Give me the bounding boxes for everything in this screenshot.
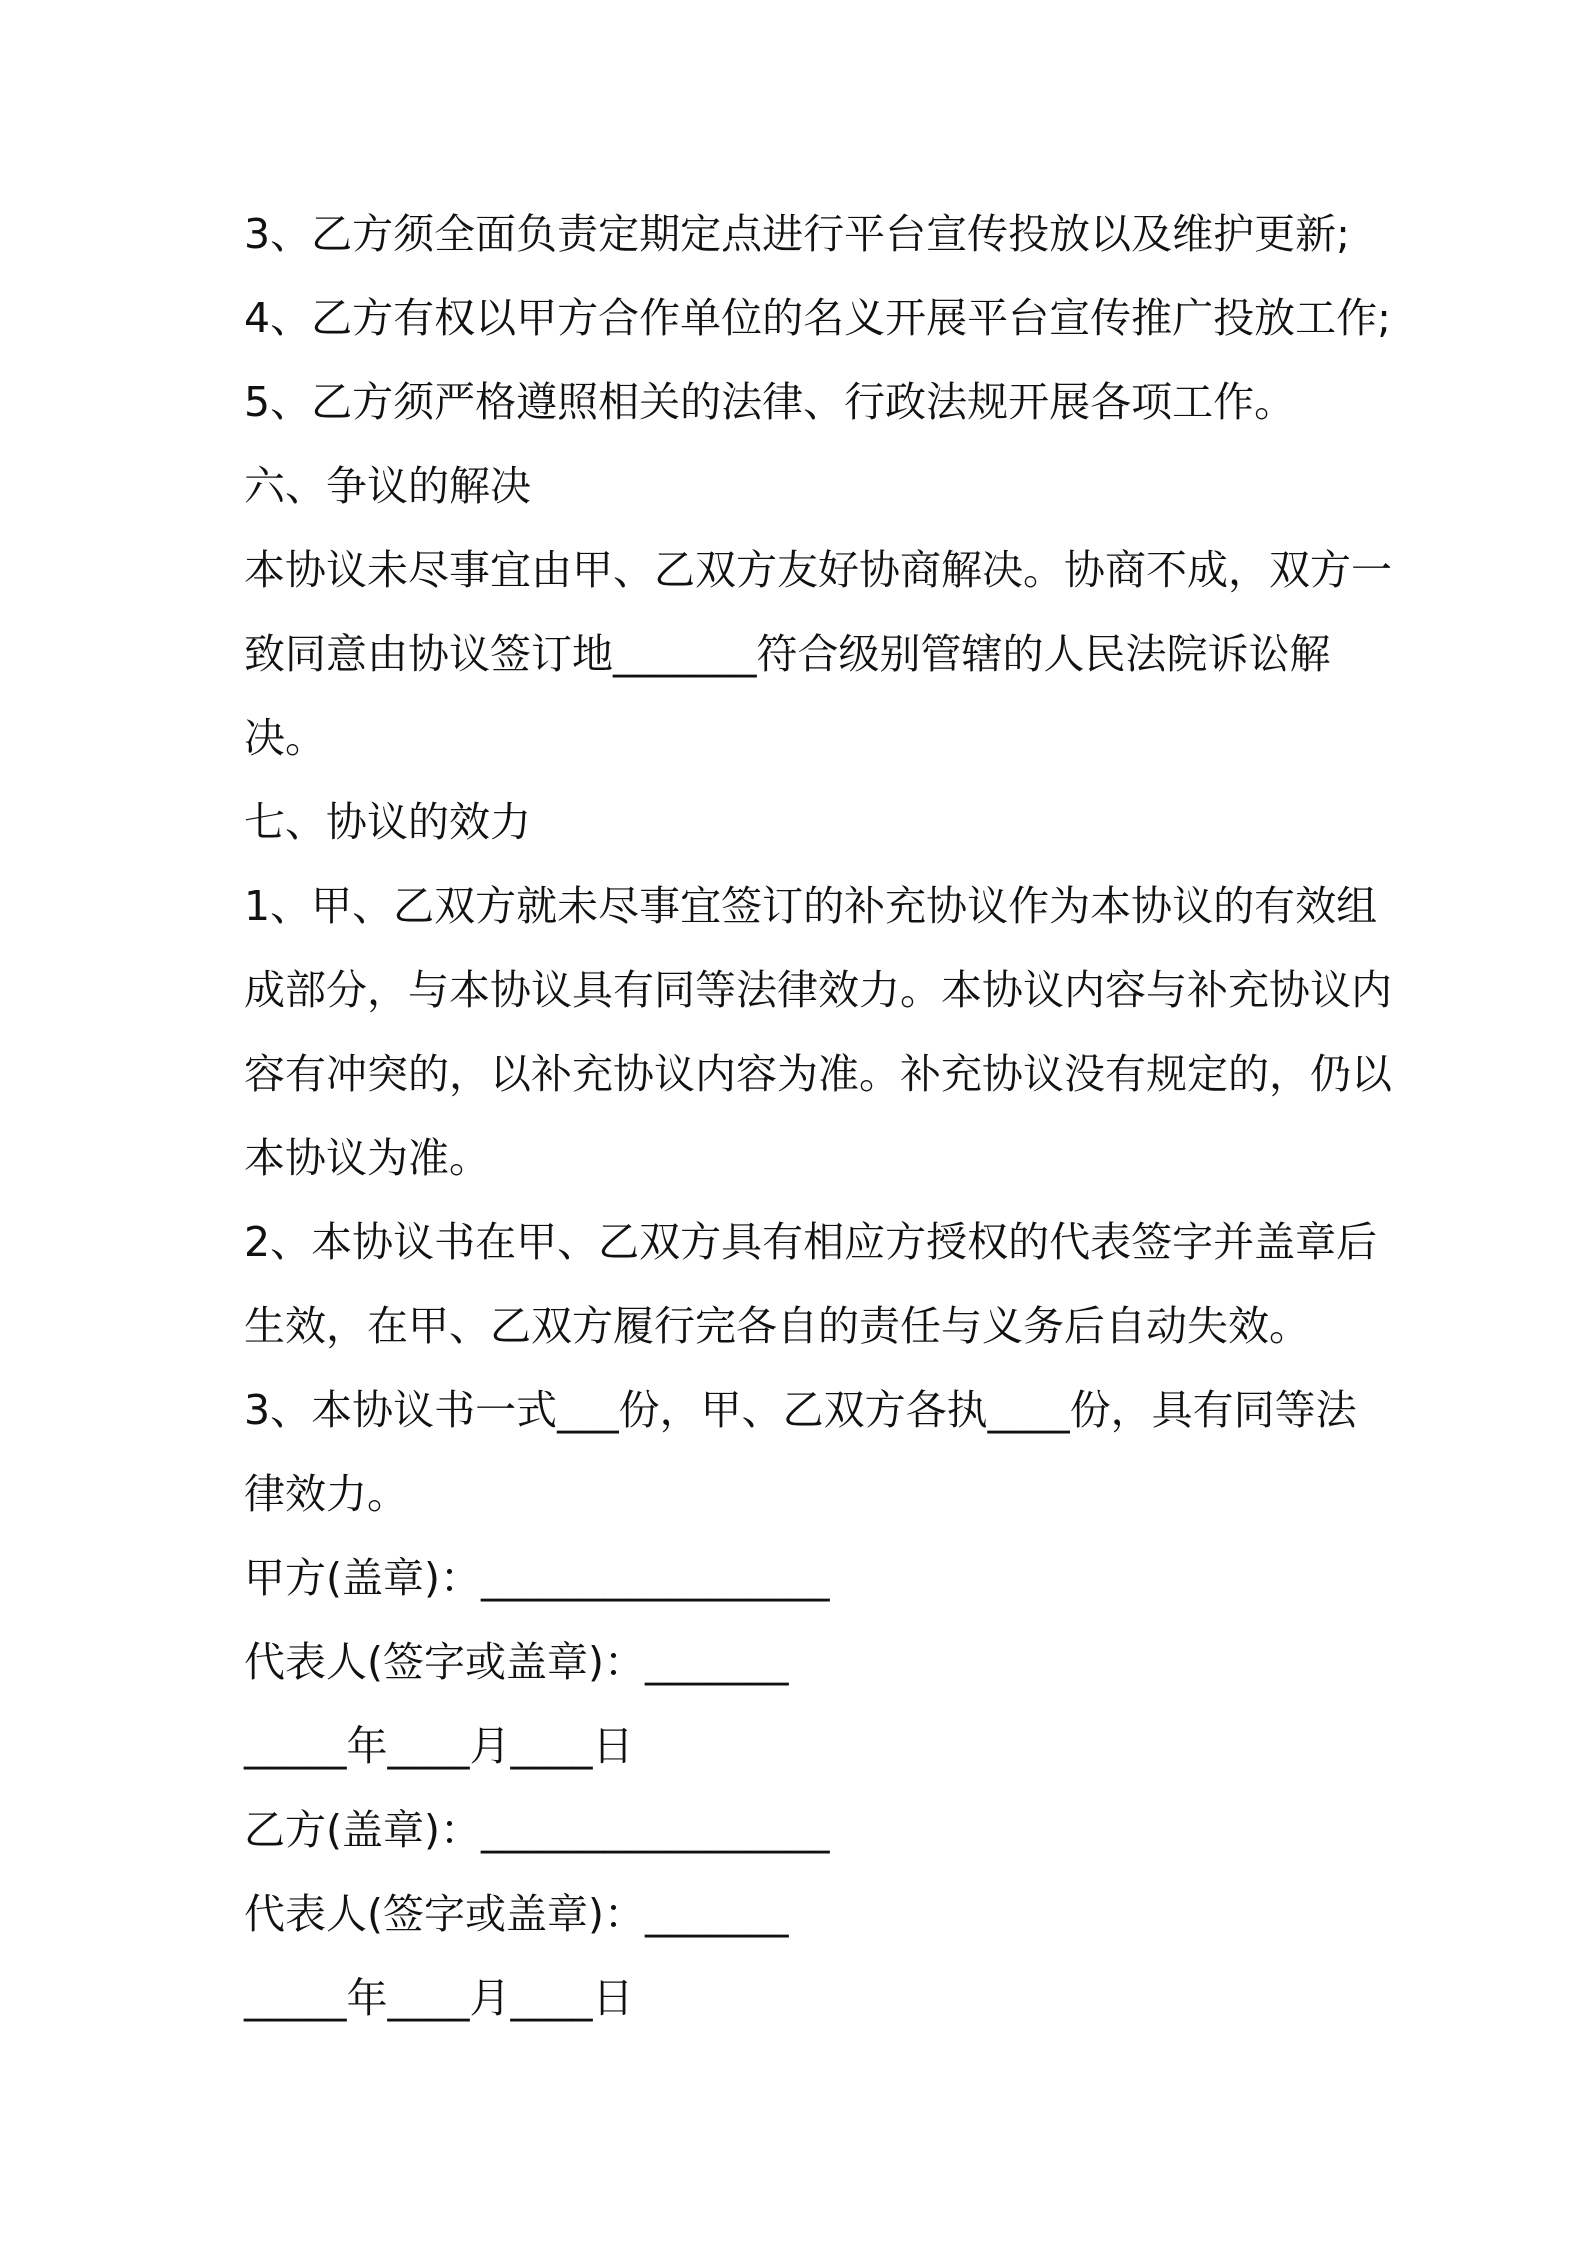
dispute-text-line: 决。 (244, 714, 326, 762)
clause-4-line: 4、乙方有权以甲方合作单位的名义开展平台宣传推广投放工作; (244, 294, 1391, 342)
effect-clause-1-line: 成部分，与本协议具有同等法律效力。本协议内容与补充协议内 (244, 966, 1392, 1014)
dispute-text-line: 致同意由协议签订地_______符合级别管辖的人民法院诉讼解 (244, 630, 1331, 678)
effect-clause-3-line: 律效力。 (244, 1470, 408, 1518)
party-b-seal-line: 乙方(盖章)：_________________ (244, 1806, 830, 1854)
party-b-representative-line: 代表人(签字或盖章)：_______ (244, 1890, 789, 1938)
effect-clause-3-line: 3、本协议书一式___份，甲、乙双方各执____份，具有同等法 (244, 1386, 1357, 1434)
effect-clause-1-line: 1、甲、乙双方就未尽事宜签订的补充协议作为本协议的有效组 (244, 882, 1378, 930)
section-heading-dispute: 六、争议的解决 (244, 462, 531, 510)
effect-clause-1-line: 本协议为准。 (244, 1134, 490, 1182)
section-heading-effect: 七、协议的效力 (244, 798, 531, 846)
dispute-text-line: 本协议未尽事宜由甲、乙双方友好协商解决。协商不成，双方一 (244, 546, 1392, 594)
party-a-date-line: _____年____月____日 (244, 1722, 634, 1770)
effect-clause-2-line: 生效，在甲、乙双方履行完各自的责任与义务后自动失效。 (244, 1302, 1310, 1350)
document-body (244, 192, 1392, 2040)
clause-5-line: 5、乙方须严格遵照相关的法律、行政法规开展各项工作。 (244, 378, 1296, 426)
effect-clause-1-line: 容有冲突的，以补充协议内容为准。补充协议没有规定的，仍以 (244, 1050, 1392, 1098)
party-b-date-line: _____年____月____日 (244, 1974, 634, 2022)
clause-3-line: 3、乙方须全面负责定期定点进行平台宣传投放以及维护更新; (244, 210, 1350, 258)
party-a-seal-line: 甲方(盖章)：_________________ (244, 1554, 830, 1602)
effect-clause-2-line: 2、本协议书在甲、乙双方具有相应方授权的代表签字并盖章后 (244, 1218, 1378, 1266)
party-a-representative-line: 代表人(签字或盖章)：_______ (244, 1638, 789, 1686)
